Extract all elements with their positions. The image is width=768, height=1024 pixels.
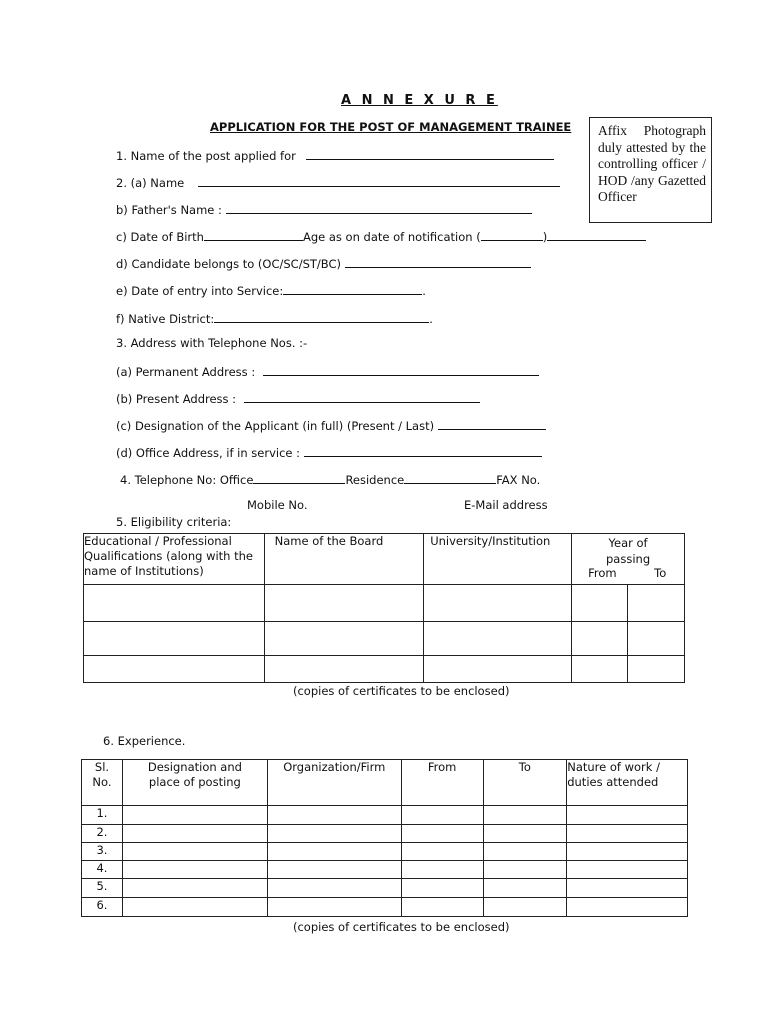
- eligibility-cell[interactable]: [572, 656, 628, 683]
- experience-cell[interactable]: [567, 879, 688, 898]
- experience-table: [81, 759, 688, 917]
- field-dob-label: c) Date of Birth: [116, 230, 204, 244]
- eligibility-table: [83, 533, 685, 683]
- field-tel-office-line[interactable]: [253, 471, 345, 484]
- field-residence-label: Residence: [345, 473, 405, 487]
- field-native-label: f) Native District:: [116, 312, 215, 326]
- header-from: From: [588, 566, 617, 580]
- experience-cell[interactable]: [401, 843, 483, 861]
- experience-cell[interactable]: [401, 825, 483, 843]
- experience-cell[interactable]: [483, 806, 567, 825]
- field-dob: [116, 228, 646, 244]
- experience-cell[interactable]: [401, 898, 483, 917]
- experience-cell[interactable]: [567, 898, 688, 917]
- field-designation: [116, 417, 546, 433]
- experience-cell[interactable]: [267, 861, 401, 879]
- eligibility-cell[interactable]: [628, 656, 685, 683]
- experience-cell[interactable]: [122, 898, 267, 917]
- eligibility-cell[interactable]: [424, 656, 572, 683]
- field-designation-label: (c) Designation of the Applicant (in full) (Present / Last): [116, 419, 435, 433]
- experience-cell[interactable]: [483, 898, 567, 917]
- field-age-label: Age as on date of notification (: [302, 230, 481, 244]
- field-father-label: b) Father's Name :: [116, 203, 222, 217]
- experience-cell[interactable]: [567, 843, 688, 861]
- field-category-line[interactable]: [345, 255, 531, 268]
- field-age-value-line[interactable]: [547, 228, 646, 241]
- field-dob-line[interactable]: [204, 228, 303, 241]
- eligibility-cell[interactable]: [84, 622, 265, 656]
- field-name-line[interactable]: [198, 174, 560, 187]
- field-fax-label: FAX No.: [496, 473, 541, 487]
- header-exp-to: To: [483, 760, 567, 806]
- field-entry-dot: .: [422, 284, 426, 298]
- field-category-label: d) Candidate belongs to (OC/SC/ST/BC): [116, 257, 341, 271]
- row-number: 6.: [82, 898, 123, 917]
- eligibility-cell[interactable]: [572, 585, 628, 622]
- field-name-label: 2. (a) Name: [116, 176, 185, 190]
- header-year-label: Year of passing: [606, 536, 651, 566]
- experience-cell[interactable]: [267, 843, 401, 861]
- experience-cell[interactable]: [267, 898, 401, 917]
- eligibility-cell[interactable]: [628, 585, 685, 622]
- field-present: [116, 390, 480, 406]
- field-permanent-line[interactable]: [263, 363, 539, 376]
- experience-cell[interactable]: [267, 825, 401, 843]
- field-age-close: ): [542, 230, 548, 244]
- header-nature: Nature of work / duties attended: [567, 760, 688, 806]
- field-father: [116, 201, 532, 217]
- row-number: 1.: [82, 806, 123, 825]
- field-native: [116, 310, 433, 326]
- experience-cell[interactable]: [483, 861, 567, 879]
- field-category: [116, 255, 531, 271]
- experience-cell[interactable]: [122, 861, 267, 879]
- header-qualifications: Educational / Professional Qualifications (along with the name of Institutions): [84, 534, 265, 585]
- eligibility-cell[interactable]: [628, 622, 685, 656]
- experience-cell[interactable]: [401, 806, 483, 825]
- experience-note: (copies of certificates to be enclosed): [293, 920, 510, 934]
- experience-cell[interactable]: [401, 861, 483, 879]
- experience-cell[interactable]: [483, 879, 567, 898]
- field-native-dot: .: [429, 312, 433, 326]
- photo-box: Affix Photograph duly attested by the controlling officer / HOD /any Gazetted Officer: [589, 117, 712, 223]
- field-native-line[interactable]: [214, 310, 429, 323]
- field-entry-label: e) Date of entry into Service:: [116, 284, 284, 298]
- experience-cell[interactable]: [122, 825, 267, 843]
- header-organization: Organization/Firm: [267, 760, 401, 806]
- field-telephone: [120, 471, 540, 487]
- document-subtitle: APPLICATION FOR THE POST OF MANAGEMENT TRAINEE: [210, 120, 572, 134]
- experience-cell[interactable]: [483, 843, 567, 861]
- field-entry: [116, 282, 426, 298]
- experience-cell[interactable]: [483, 825, 567, 843]
- header-sl: Sl. No.: [82, 760, 123, 806]
- header-to: To: [654, 566, 667, 580]
- experience-cell[interactable]: [122, 879, 267, 898]
- experience-cell[interactable]: [122, 843, 267, 861]
- eligibility-note: (copies of certificates to be enclosed): [293, 684, 510, 698]
- field-residence-line[interactable]: [404, 471, 496, 484]
- eligibility-cell[interactable]: [264, 585, 424, 622]
- eligibility-cell[interactable]: [572, 622, 628, 656]
- row-number: 4.: [82, 861, 123, 879]
- experience-cell[interactable]: [567, 825, 688, 843]
- field-post: [116, 147, 554, 163]
- field-mobile: Mobile No.: [247, 498, 308, 512]
- field-designation-line[interactable]: [438, 417, 546, 430]
- field-post-line[interactable]: [306, 147, 554, 160]
- header-exp-from: From: [401, 760, 483, 806]
- eligibility-cell[interactable]: [424, 585, 572, 622]
- field-permanent-label: (a) Permanent Address :: [116, 365, 256, 379]
- field-office-line[interactable]: [304, 444, 542, 457]
- field-post-label: 1. Name of the post applied for: [116, 149, 296, 163]
- eligibility-cell[interactable]: [84, 656, 265, 683]
- field-office: [116, 444, 542, 460]
- experience-cell[interactable]: [267, 806, 401, 825]
- experience-heading: 6. Experience.: [103, 734, 186, 748]
- eligibility-heading: 5. Eligibility criteria:: [116, 515, 232, 529]
- eligibility-cell[interactable]: [424, 622, 572, 656]
- header-board: Name of the Board: [264, 534, 424, 585]
- header-university: University/Institution: [424, 534, 572, 585]
- field-office-label: (d) Office Address, if in service :: [116, 446, 301, 460]
- eligibility-cell[interactable]: [264, 622, 424, 656]
- row-number: 2.: [82, 825, 123, 843]
- experience-cell[interactable]: [567, 806, 688, 825]
- address-heading: 3. Address with Telephone Nos. :-: [116, 336, 308, 350]
- field-present-label: (b) Present Address :: [116, 392, 237, 406]
- field-email: E-Mail address: [464, 498, 548, 512]
- header-from-to: [572, 567, 684, 582]
- field-permanent: [116, 363, 539, 379]
- field-name: [116, 174, 560, 190]
- field-age-line[interactable]: [481, 228, 543, 241]
- field-entry-line[interactable]: [283, 282, 422, 295]
- field-father-line[interactable]: [226, 201, 532, 214]
- experience-cell[interactable]: [401, 879, 483, 898]
- experience-cell[interactable]: [267, 879, 401, 898]
- header-designation: Designation and place of posting: [122, 760, 267, 806]
- row-number: 5.: [82, 879, 123, 898]
- experience-cell[interactable]: [122, 806, 267, 825]
- document-title: A N N E X U R E: [341, 93, 498, 108]
- field-present-line[interactable]: [244, 390, 480, 403]
- row-number: 3.: [82, 843, 123, 861]
- header-year-of-passing: [572, 534, 685, 585]
- experience-cell[interactable]: [567, 861, 688, 879]
- eligibility-cell[interactable]: [264, 656, 424, 683]
- eligibility-cell[interactable]: [84, 585, 265, 622]
- field-tel-office-label: 4. Telephone No: Office: [120, 473, 254, 487]
